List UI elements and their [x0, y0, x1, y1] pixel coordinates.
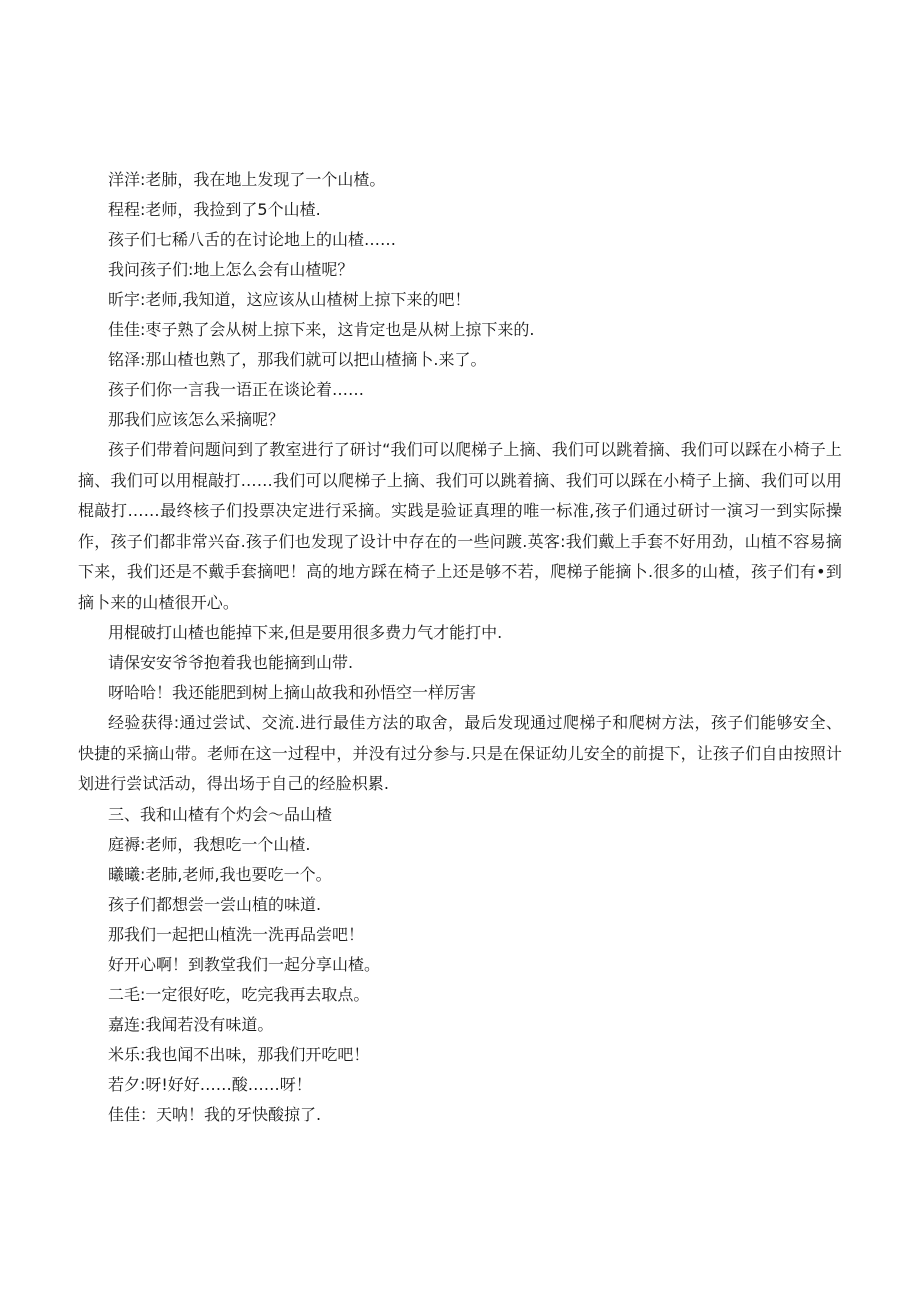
paragraph-discussion: 孩子们带着问题问到了教室进行了研讨“我们可以爬梯子上摘、我们可以跳着摘、我们可以踩在小椅子上摘、我们可以用棍敲打……我们可以爬梯子上摘、我们可以跳着摘、我们可以踩在小椅子上摘、我们可以用棍敲打……最终核子们投票决定进行采摘。实践是验证真理的唯一标准,孩子们通过研讨一演习一到实际操作，孩子们都非常兴奋.孩子们也发现了设计中存在的一些问踱.英客:我们戴上手套不好用劲，山植不容易摘下来，我们还是不戴手套摘吧！高的地方踩在椅子上还是够不若，爬梯子能摘卜.很多的山楂，孩子们有•到摘卜来的山楂很开心。	[78, 440, 842, 612]
text-line: 若夕:呀!好好……酸……呀！	[108, 1074, 312, 1094]
text-line: 孩子们七稀八舌的在讨论地上的山楂……	[108, 230, 397, 249]
text-line: 孩子们都想尝一尝山植的味道.	[108, 894, 322, 914]
text-line: 孩子们你一言我一语正在谈论着……	[108, 380, 365, 399]
text-line: 用棍破打山楂也能掉下来,但是要用很多费力气才能打中.	[108, 623, 503, 642]
text-line: 那我们应该怎么采摘呢？	[108, 410, 285, 429]
section-heading: 三、我和山楂有个灼会〜品山楂	[108, 804, 333, 824]
text-line: 嘉连:我闻若没有味道。	[108, 1014, 274, 1034]
text-line: 洋洋:老肺，我在地上发现了一个山楂。	[108, 170, 386, 189]
text-line: 请保安安爷爷抱着我也能摘到山带.	[108, 653, 354, 672]
text-line: 好开心啊！到教堂我们一起分享山楂。	[108, 954, 381, 974]
text-line: 那我们一起把山植洗一洗再品尝吧！	[108, 924, 365, 944]
text-line: 呀哈哈！我还能肥到树上摘山故我和孙悟空一样厉害	[108, 683, 477, 702]
text-line: 二毛:一定很好吃，吃完我再去取点。	[108, 984, 370, 1004]
paragraph-experience: 经验获得:通过尝试、交流.进行最佳方法的取舍，最后发现通过爬梯子和爬树方法，孩子们能够安全、快捷的采摘山带。老师在这一过程中，并没有过分参与.只是在保证幼儿安全的前提下，让孩子们自由按照计划进行尝试活动，得出场于自己的经脸枳累.	[78, 713, 842, 793]
text-line: 铭泽:那山楂也熟了，那我们就可以把山楂摘卜.来了。	[108, 350, 487, 369]
document-body	[78, 165, 842, 1130]
text-line: 昕宇:老师,我知道，这应该从山楂树上掠下来的吧！	[108, 290, 471, 309]
text-line: 佳佳:枣子熟了会从树上掠下来，这肯定也是从树上掠下来的.	[108, 320, 535, 339]
text-line: 米乐:我也闻不出味，那我们开吃吧！	[108, 1044, 370, 1064]
text-line: 我问孩子们:地上怎么会有山楂呢？	[108, 260, 354, 279]
text-line: 曦曦:老肺,老师,我也要吃一个。	[108, 864, 332, 884]
text-line: 庭褥:老师，我想吃一个山楂.	[108, 834, 311, 854]
text-line: 佳佳：天呐！我的牙快酸掠了.	[108, 1104, 322, 1124]
text-line: 程程:老师，我捡到了5个山楂.	[108, 200, 321, 219]
